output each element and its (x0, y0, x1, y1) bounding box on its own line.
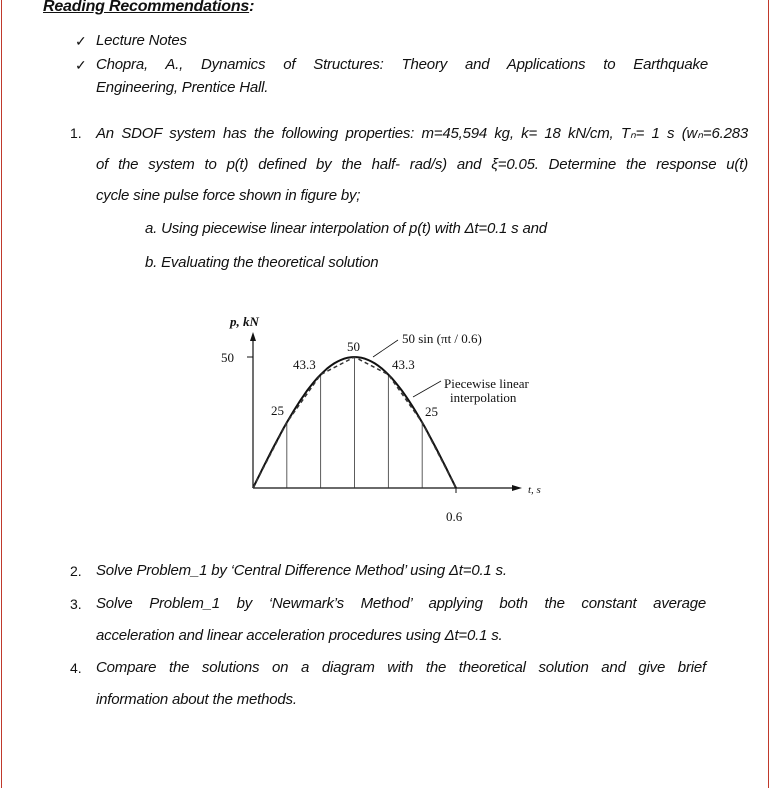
curve-leader (373, 340, 398, 357)
problem-2-line: Solve Problem_1 by ‘Central Difference Method’ using Δt=0.1 s. (96, 562, 507, 579)
curve-label: 50 sin (πt / 0.6) (402, 331, 482, 346)
point-label: 50 (347, 339, 360, 354)
check-icon: ✓ (75, 57, 87, 73)
problem-3-line: Solve Problem_1 by ‘Newmark’s Method’ applying both the constant average (96, 595, 706, 612)
problem-1-number: 1. (70, 125, 82, 141)
problem-1-line: An SDOF system has the following properties: m=45,594 kg, k= 18 kN/cm, Tₙ= 1 s (wₙ=6.283 (96, 125, 748, 142)
point-label: 25 (425, 404, 438, 419)
problem-3-number: 3. (70, 596, 82, 612)
problem-4-line: information about the methods. (96, 691, 297, 708)
x-axis-arrow (512, 485, 522, 491)
problem-4-number: 4. (70, 660, 82, 676)
recommendation-1: Lecture Notes (96, 32, 187, 49)
interp-leader (413, 381, 441, 397)
problem-1-subitem-a: a. Using piecewise linear interpolation of p(t) with Δt=0.1 s and (145, 220, 547, 237)
recommendation-2: Chopra, A., Dynamics of Structures: Theory and Applications to Earthquake (96, 56, 708, 73)
problem-4-line: Compare the solutions on a diagram with the theoretical solution and give brief (96, 659, 706, 676)
point-label: 43.3 (392, 357, 415, 372)
y-axis-label: p, kN (230, 314, 259, 329)
point-label: 43.3 (293, 357, 316, 372)
x-axis-label: t, s (528, 484, 541, 496)
interp-label-2: interpolation (450, 390, 517, 405)
interp-label-1: Piecewise linear (444, 376, 529, 391)
problem-1-line: of the system to p(t) defined by the half- rad/s) and ξ=0.05. Determine the response u(t) (96, 156, 748, 173)
reading-heading-text: Reading Recommendations (43, 0, 250, 15)
problem-1-line: cycle sine pulse force shown in figure by; (96, 187, 361, 204)
problem-2-number: 2. (70, 563, 82, 579)
y-axis-arrow (250, 332, 256, 341)
point-label: 25 (271, 403, 284, 418)
recommendation-2-cont: Engineering, Prentice Hall. (96, 79, 269, 96)
y-tick-label: 50 (221, 350, 234, 365)
problem-3-line: acceleration and linear acceleration procedures using Δt=0.1 s. (96, 627, 503, 644)
problem-1-subitem-b: b. Evaluating the theoretical solution (145, 254, 379, 271)
heading-colon: : (249, 0, 255, 15)
check-icon: ✓ (75, 33, 87, 49)
x-tick-label: 0.6 (446, 509, 463, 524)
